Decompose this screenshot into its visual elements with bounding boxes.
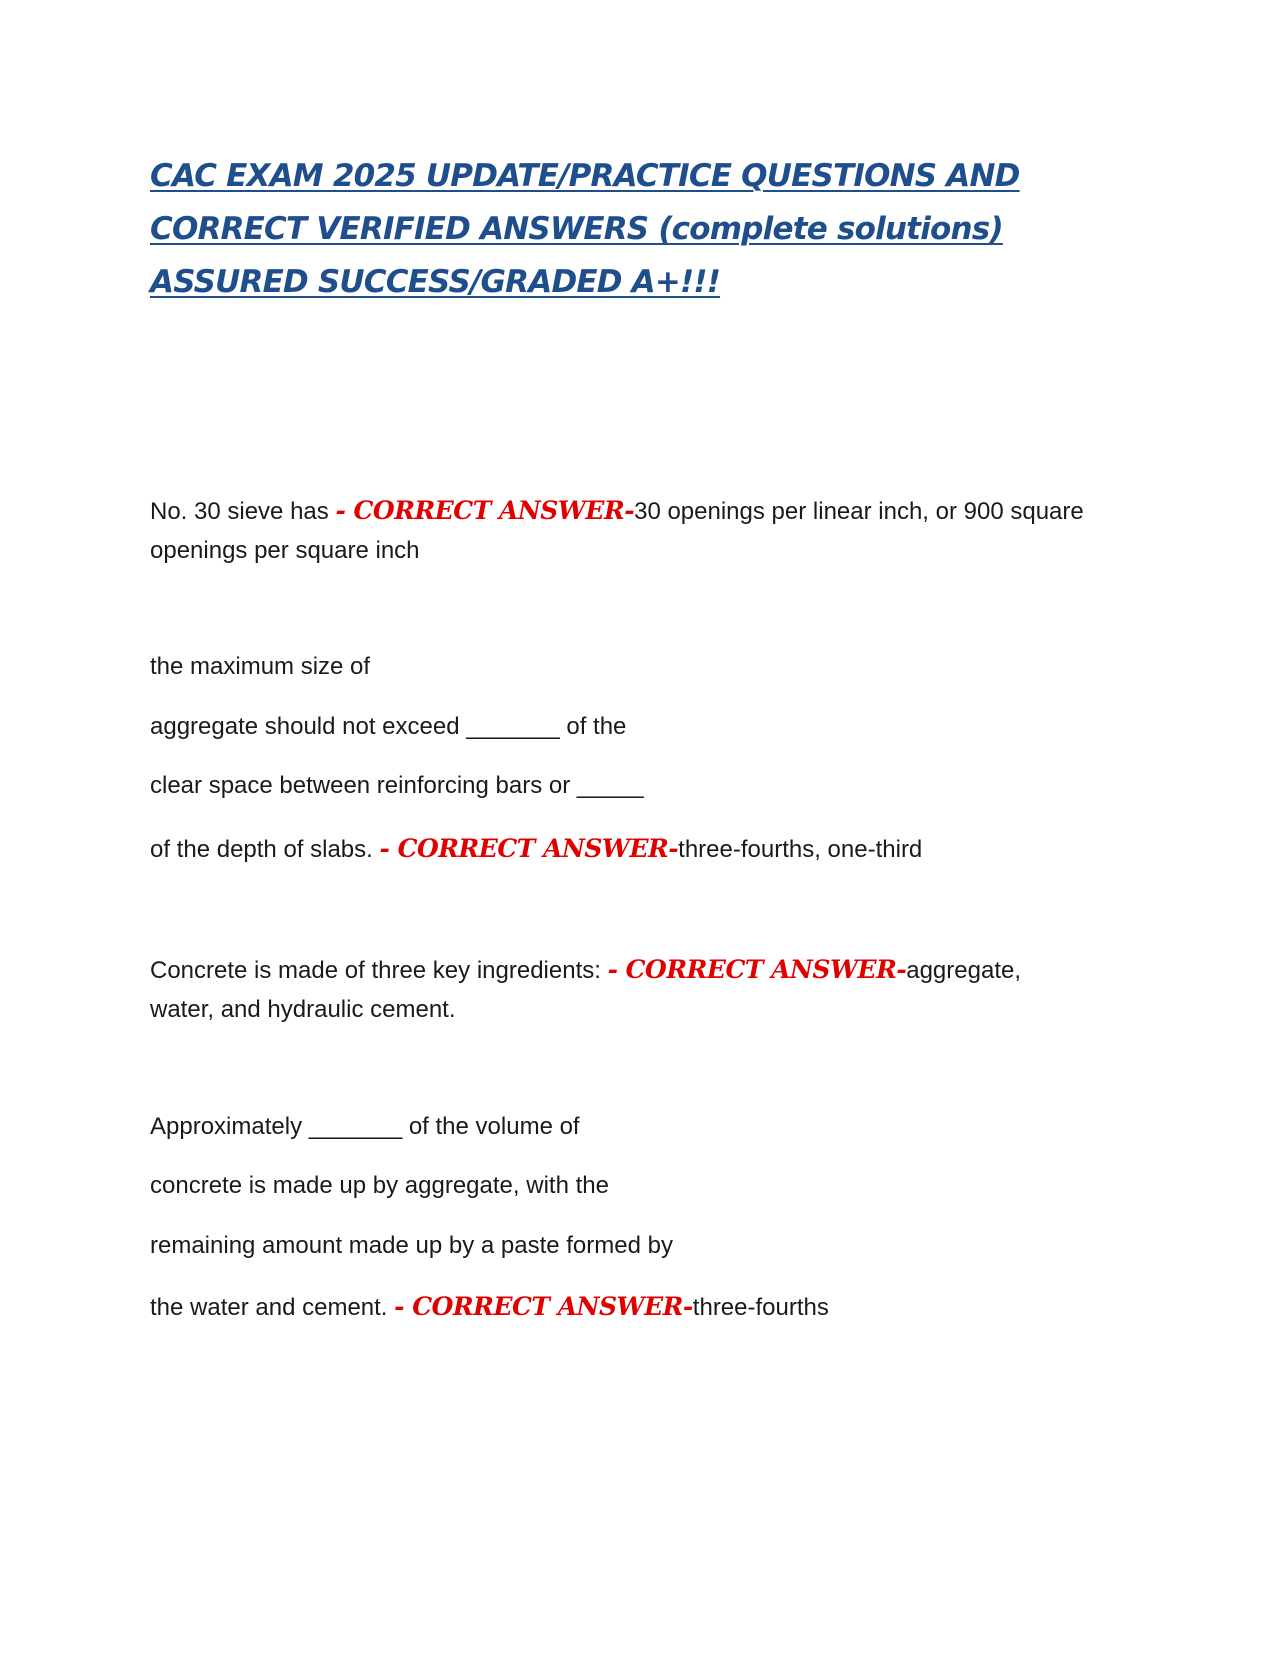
question-4-line-2 <box>150 1171 609 1201</box>
question-3-line-1 <box>150 955 1021 986</box>
correct-answer-marker: - CORRECT ANSWER- <box>379 834 679 863</box>
question-4-line-1 <box>150 1112 580 1142</box>
question-text: aggregate should not exceed _______ of the <box>150 713 627 740</box>
question-text: No. 30 sieve has <box>150 498 336 525</box>
question-text: remaining amount made up by a paste formed by <box>150 1232 673 1259</box>
question-1-answer-continuation <box>150 536 420 566</box>
question-text: of the depth of slabs. <box>150 836 380 863</box>
document-title <box>150 150 1150 309</box>
document-title-text: CAC EXAM 2025 UPDATE/PRACTICE QUESTIONS AND CORRECT VERIFIED ANSWERS (complete solutions) ASSURED SUCCESS/GRADED A+!!! <box>150 158 1020 300</box>
correct-answer-marker: - CORRECT ANSWER- <box>394 1292 693 1321</box>
answer-text: openings per square inch <box>150 537 420 564</box>
question-3-answer-continuation <box>150 995 456 1025</box>
question-text: Concrete is made of three key ingredients: <box>150 957 608 984</box>
question-text: the maximum size of <box>150 653 371 680</box>
question-2-line-3 <box>150 771 644 801</box>
question-2-line-2 <box>150 712 626 742</box>
question-4-line-4 <box>150 1292 829 1323</box>
answer-text: water, and hydraulic cement. <box>150 996 456 1023</box>
question-text: concrete is made up by aggregate, with the <box>150 1172 609 1199</box>
answer-text: aggregate, <box>906 957 1021 984</box>
question-2-line-4 <box>150 834 922 865</box>
answer-text: 30 openings per linear inch, or 900 square <box>634 498 1084 525</box>
answer-text: three-fourths <box>692 1294 829 1321</box>
correct-answer-marker: - CORRECT ANSWER- <box>335 496 635 525</box>
correct-answer-marker: - CORRECT ANSWER- <box>607 955 907 984</box>
question-4-line-3 <box>150 1231 673 1261</box>
question-text: the water and cement. <box>150 1294 395 1321</box>
question-text: Approximately _______ of the volume of <box>150 1113 580 1140</box>
question-1-line-1 <box>150 496 1084 527</box>
question-text: clear space between reinforcing bars or _____ <box>150 772 644 799</box>
answer-text: three-fourths, one-third <box>678 836 923 863</box>
question-2-line-1 <box>150 652 370 682</box>
